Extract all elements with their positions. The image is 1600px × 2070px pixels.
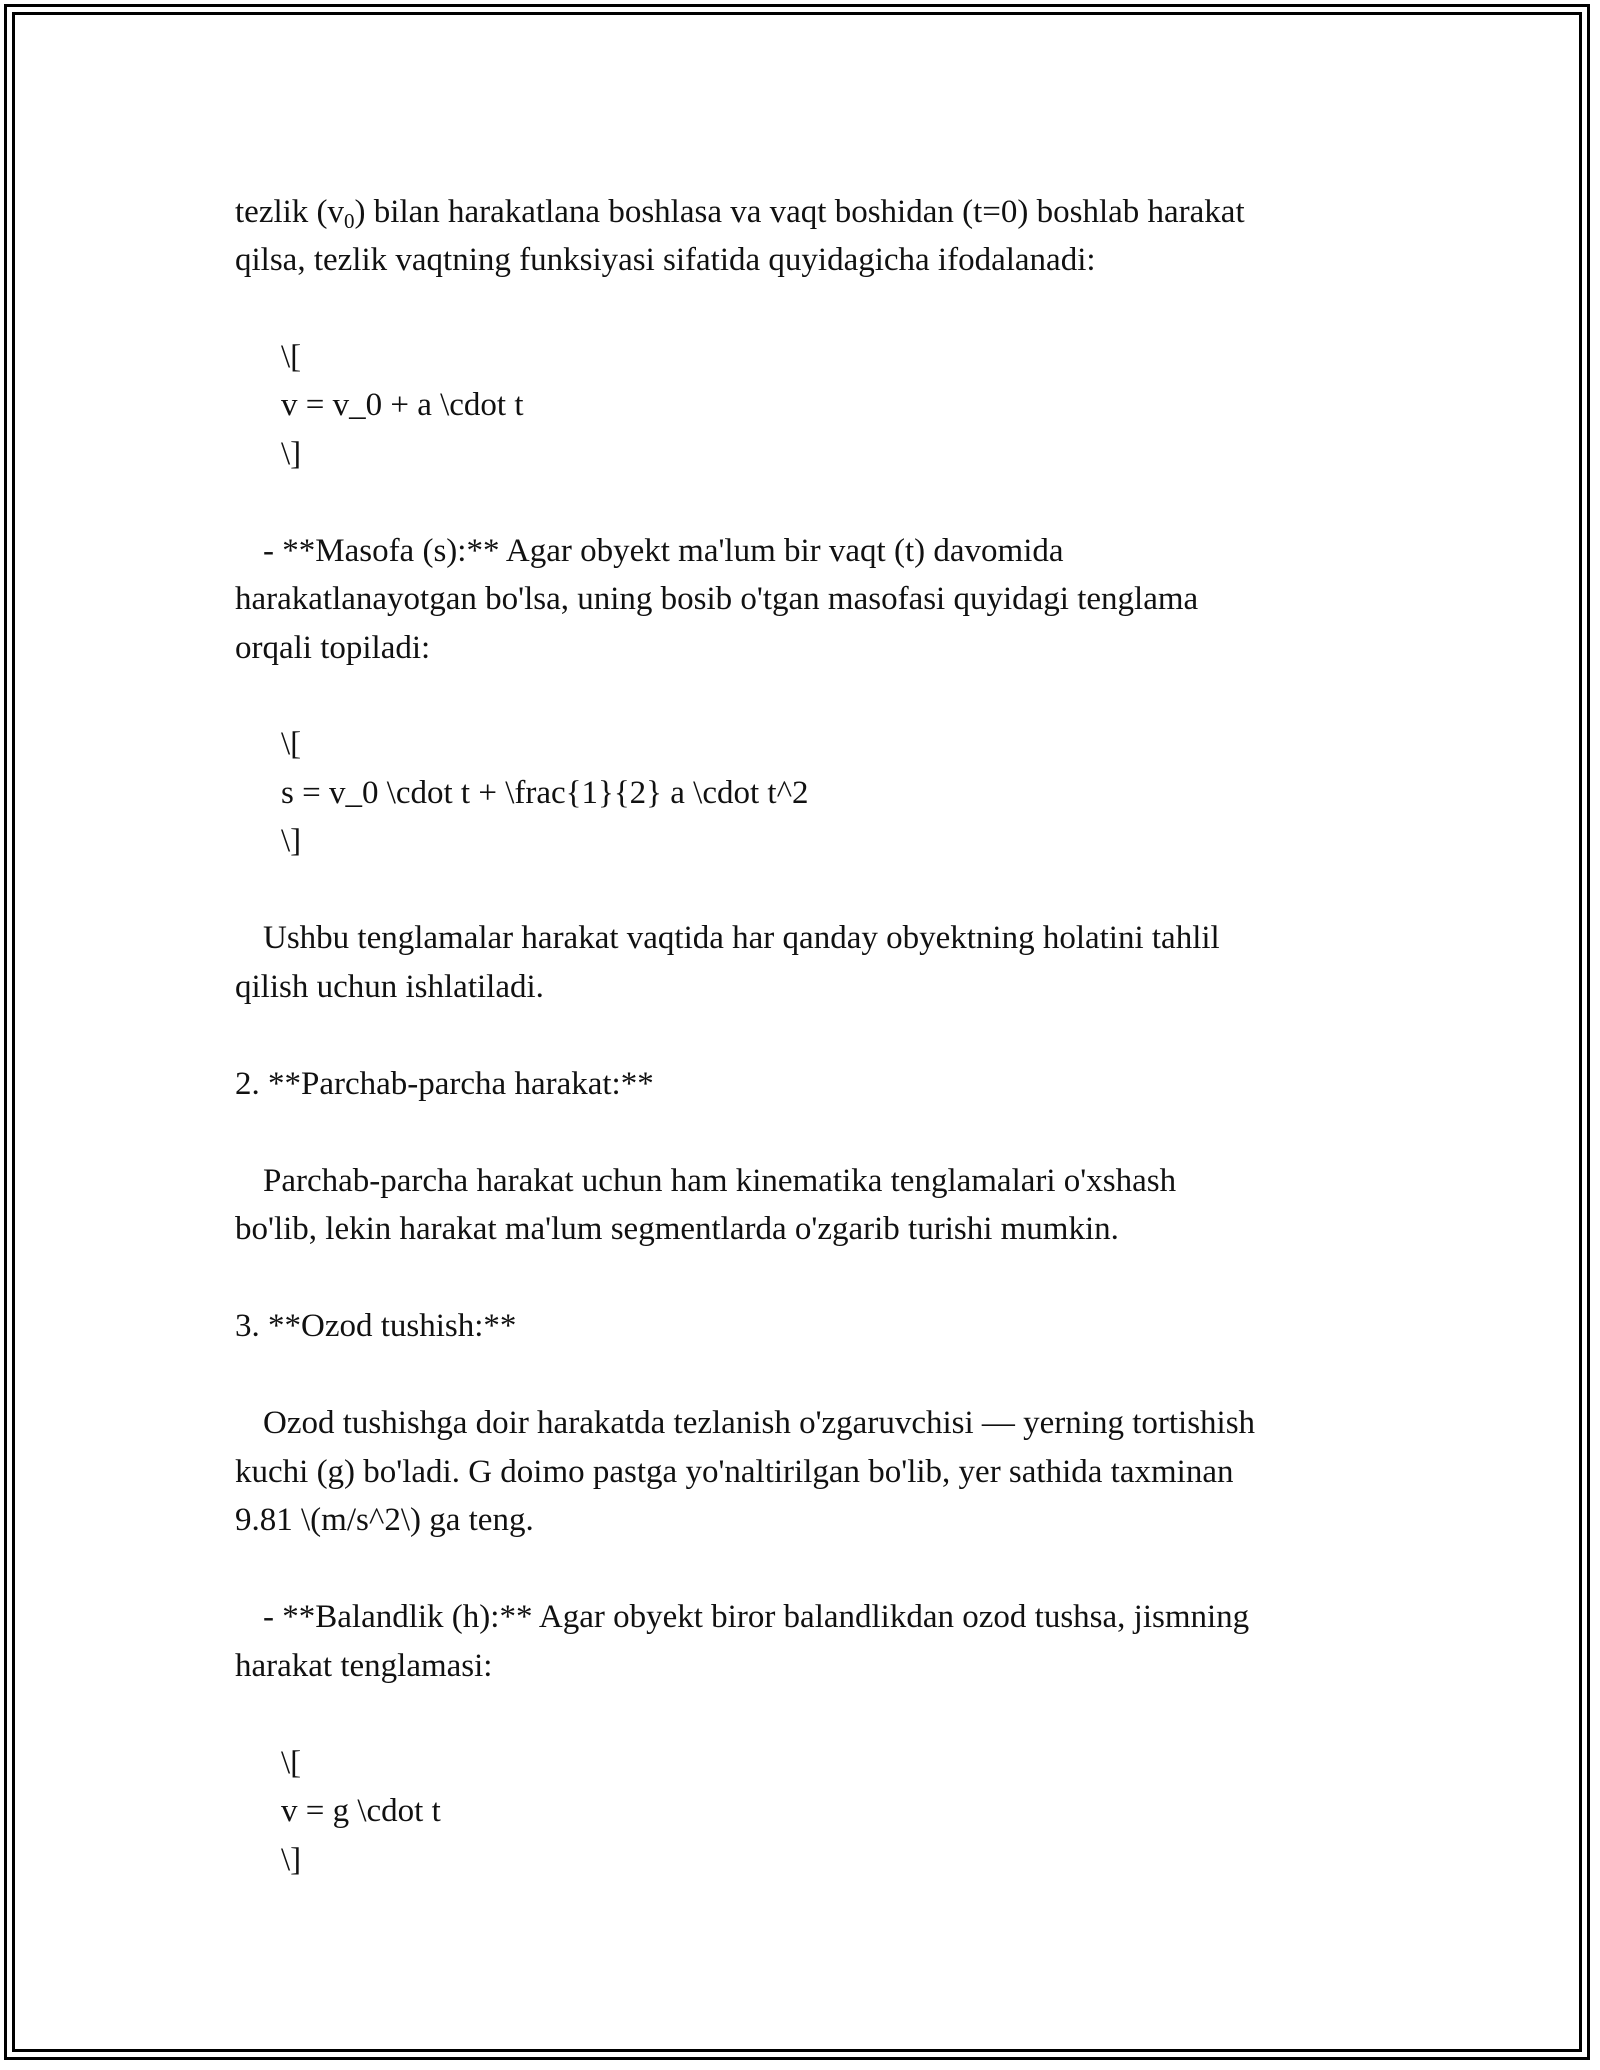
- paragraph-4-line-1: Parchab-parcha harakat uchun ham kinematika tenglamalari o'xshash: [263, 1163, 1177, 1199]
- formula-1-open: \[: [281, 339, 302, 375]
- section-heading-3: 3. **Ozod tushish:**: [235, 1308, 517, 1344]
- formula-2-open: \[: [281, 726, 302, 762]
- formula-3-close: \]: [281, 1842, 302, 1878]
- paragraph-3-line-2: qilish uchun ishlatiladi.: [235, 969, 544, 1005]
- paragraph-5-line-3: 9.81 \(m/s^2\) ga teng.: [235, 1502, 534, 1538]
- formula-3-open: \[: [281, 1745, 302, 1781]
- formula-2-close: \]: [281, 823, 302, 859]
- paragraph-2-line-2: harakatlanayotgan bo'lsa, uning bosib o'tgan masofasi quyidagi tenglama: [235, 581, 1199, 617]
- paragraph-1-line-1: tezlik $(v_0)$ bilan harakatlana boshlasa va vaqt boshidan (t=0) boshlab harakat: [235, 194, 1245, 233]
- paragraph-6-line-2: harakat tenglamasi:: [235, 1648, 493, 1684]
- formula-2-body: s = v_0 \cdot t + \frac{1}{2} a \cdot t^2: [281, 775, 809, 811]
- paragraph-1-line-2: qilsa, tezlik vaqtning funksiyasi sifatida quyidagicha ifodalanadi:: [235, 242, 1096, 278]
- formula-1-close: \]: [281, 436, 302, 472]
- section-heading-2: 2. **Parchab-parcha harakat:**: [235, 1066, 654, 1102]
- paragraph-2-line-1: - **Masofa (s):** Agar obyekt ma'lum bir vaqt (t) davomida: [263, 533, 1064, 569]
- paragraph-3-line-1: Ushbu tenglamalar harakat vaqtida har qanday obyektning holatini tahlil: [263, 920, 1220, 956]
- subscript: 0: [344, 209, 355, 233]
- paragraph-6-line-1: - **Balandlik (h):** Agar obyekt biror balandlikdan ozod tushsa, jismning: [263, 1599, 1250, 1635]
- formula-1-body: v = v_0 + a \cdot t: [281, 387, 524, 423]
- page-border-inner: [12, 12, 1582, 2052]
- paragraph-2-line-3: orqali topiladi:: [235, 630, 431, 666]
- paragraph-5-line-1: Ozod tushishga doir harakatda tezlanish o'zgaruvchisi — yerning tortishish: [263, 1405, 1256, 1441]
- formula-3-body: v = g \cdot t: [281, 1793, 441, 1829]
- paragraph-5-line-2: kuchi (g) bo'ladi. G doimo pastga yo'naltirilgan bo'lib, yer sathida taxminan: [235, 1454, 1234, 1490]
- paragraph-4-line-2: bo'lib, lekin harakat ma'lum segmentlarda o'zgarib turishi mumkin.: [235, 1211, 1119, 1247]
